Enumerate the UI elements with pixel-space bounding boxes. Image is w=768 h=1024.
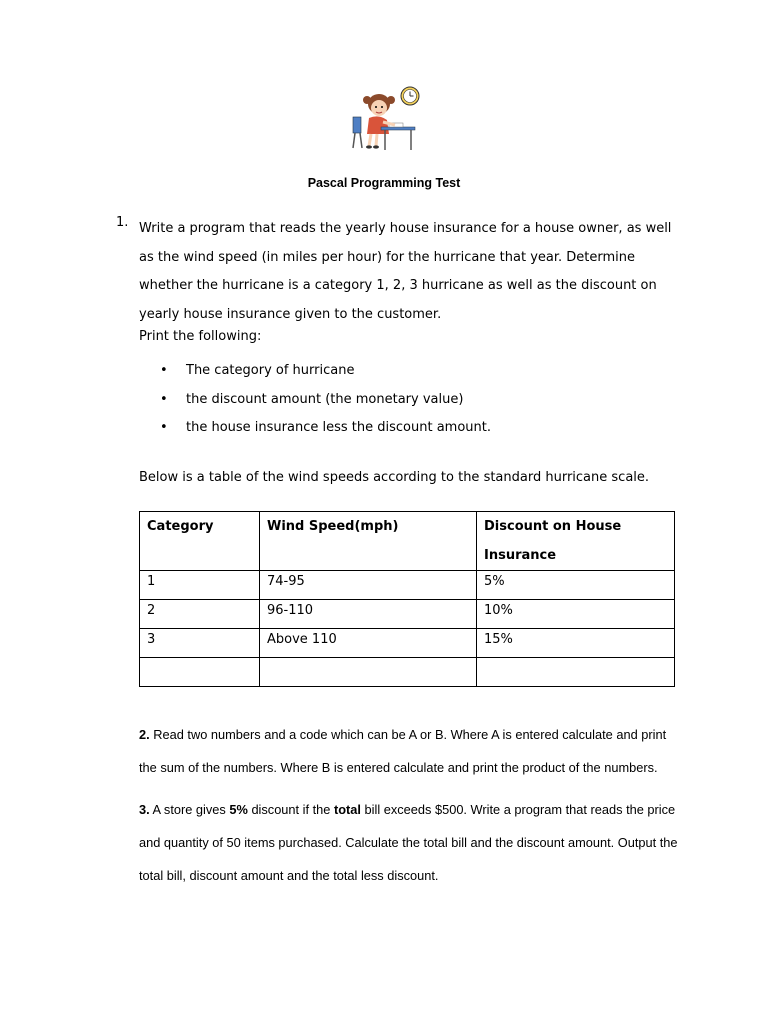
bullet-item: • The category of hurricane <box>160 357 491 386</box>
bullet-icon: • <box>160 420 168 435</box>
question-2-text: Read two numbers and a code which can be A or B. Where A is entered calculate and print the sum of the numbers. Where B is entered calculate and print the product of the numbers. <box>139 727 667 775</box>
header-category: Category <box>140 512 260 571</box>
question-1-number: 1. <box>116 215 129 230</box>
bullet-item: • the house insurance less the discount amount. <box>160 414 491 443</box>
table-header-row <box>140 512 675 571</box>
table-empty-row <box>140 658 675 687</box>
document-title: Pascal Programming Test <box>307 176 461 190</box>
bullet-icon: • <box>160 391 168 407</box>
table-row: 3 Above 110 15% <box>140 629 675 658</box>
header-wind-speed: Wind Speed(mph) <box>260 512 477 571</box>
table-row: 1 74-95 5% <box>140 571 675 600</box>
bullet-icon: • <box>160 363 168 378</box>
table-intro: Below is a table of the wind speeds according to the standard hurricane scale. <box>139 470 650 485</box>
print-label: Print the following: <box>139 329 262 344</box>
output-bullet-list <box>160 357 491 443</box>
question-2 <box>139 718 684 784</box>
question-3-number: 3. <box>139 802 150 817</box>
table-row: 2 96-110 10% <box>140 600 675 629</box>
hurricane-scale-table <box>139 511 675 687</box>
girl-desk-clipart <box>345 84 423 154</box>
bullet-item: • the discount amount (the monetary value) <box>160 386 491 415</box>
header-discount: Discount on House Insurance <box>477 512 675 571</box>
question-2-number: 2. <box>139 727 150 742</box>
question-3: 3. A store gives 5% discount if the total bill exceeds $500. Write a program that reads the price and quantity of 50 items purchased. Calculate the total bill and the discount amount. Output the total bill, discount amount and the total less discount. <box>139 802 678 883</box>
question-1-text: Write a program that reads the yearly house insurance for a house owner, as well as the wind speed (in miles per hour) for the hurricane that year. Determine whether the hurricane is a category 1, 2, 3 hurricane as well as the discount on yearly house insurance given to the customer. <box>139 221 672 322</box>
